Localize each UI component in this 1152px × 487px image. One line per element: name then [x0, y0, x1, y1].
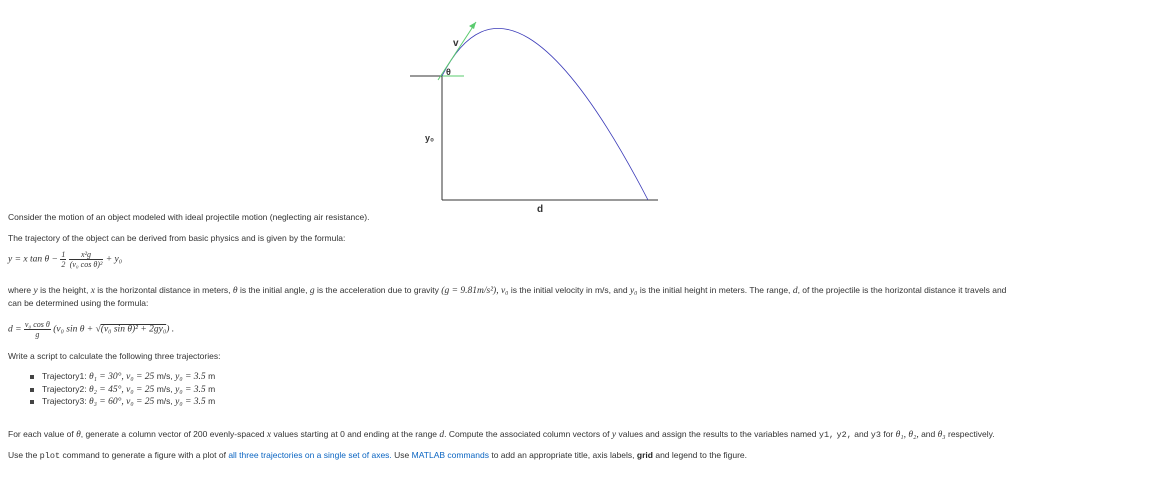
variables-paragraph: where y is the height, x is the horizontal distance in meters, θ is the initial angle, g is the acceleration due to gravity (g = 9.81m/s²), v₀ is the initial velocity in m/s, and y₀ is the initial height in meters. The range, d, of the projectile is the horizontal distance it travels and [8, 285, 1007, 296]
v-label: v [453, 38, 459, 49]
list-item: Trajectory3: θ₃ = 60°, v₀ = 25 m/s, y₀ = 3.5 m [30, 396, 215, 409]
plot-code: plot [39, 451, 61, 461]
projectile-diagram [0, 0, 1152, 215]
y0-label: y₀ [425, 133, 435, 143]
list-item: Trajectory2: θ₂ = 45°, v₀ = 25 m/s, y₀ = 3.5 m [30, 384, 215, 397]
range-formula-intro: can be determined using the formula: [8, 298, 149, 308]
velocity-arrow [438, 22, 476, 80]
single-axes-link[interactable]: all three trajectories on a single set of axes. [228, 450, 392, 460]
matlab-commands-link[interactable]: MATLAB commands [411, 450, 489, 460]
d-label: d [537, 204, 544, 215]
plot-paragraph: Use the plot command to generate a figure with a plot of all three trajectories on a single set of axes. Use MATLAB commands to add an appropriate title, axis labels, grid and legend to the figure. [8, 450, 748, 461]
velocity-arrow-head [469, 22, 476, 29]
trajectory-curve [442, 28, 648, 200]
task-paragraph: Write a script to calculate the following three trajectories: [8, 351, 221, 361]
theta-label: θ [446, 67, 451, 77]
formula-intro: The trajectory of the object can be derived from basic physics and is given by the formula: [8, 233, 346, 243]
intro-paragraph: Consider the motion of an object modeled with ideal projectile motion (neglecting air resistance). [8, 212, 370, 222]
trajectory-list [30, 371, 215, 409]
trajectory-formula: y = x tan θ − $\frac{1}{2}$ $\frac{\text{x²g}}{\text{(v₀ cos θ)²}}$ + y₀ [8, 250, 123, 269]
range-formula: d = $\frac{\text{v₀ cos θ}}{g}$ (v₀ sin θ + √(v₀ sin θ)² + 2gy₀) . [8, 320, 175, 339]
grid-keyword: grid [636, 450, 653, 460]
instructions-paragraph: For each value of θ, generate a column vector of 200 evenly-spaced x values starting at 0 and ending at the range d. Compute the associated column vectors of y values and assign the results to the variables named y1, y2, and y3 for θ₁, θ₂, and θ₃ respectively. [8, 429, 995, 440]
list-item: Trajectory1: θ₁ = 30°, v₀ = 25 m/s, y₀ = 3.5 m [30, 371, 215, 384]
